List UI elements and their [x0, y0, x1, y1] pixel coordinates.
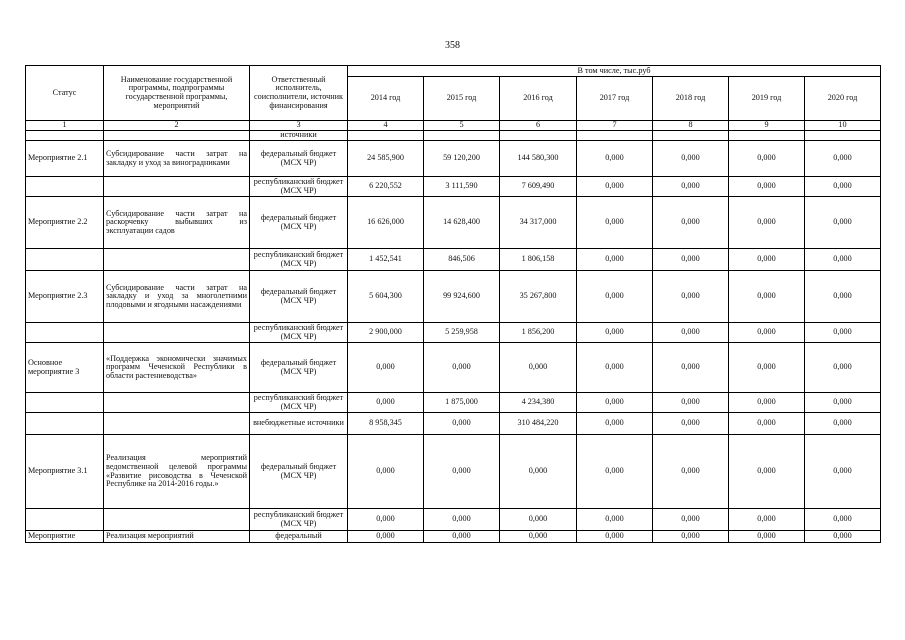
value-cell: 0,000 — [348, 531, 424, 543]
value-cell — [729, 131, 805, 141]
page-number: 358 — [445, 40, 460, 51]
responsible-cell: федеральный бюджет (МСХ ЧР) — [250, 197, 348, 249]
value-cell: 4 234,380 — [500, 393, 577, 413]
value-cell: 0,000 — [348, 343, 424, 393]
table-row — [26, 531, 881, 543]
value-cell: 0,000 — [729, 343, 805, 393]
value-cell: 24 585,900 — [348, 141, 424, 177]
responsible-cell: федеральный бюджет (МСХ ЧР) — [250, 435, 348, 509]
value-cell: 1 452,541 — [348, 249, 424, 271]
value-cell: 1 875,000 — [424, 393, 500, 413]
status-cell: Мероприятие 3.1 — [26, 435, 104, 509]
value-cell: 0,000 — [729, 141, 805, 177]
value-cell — [653, 131, 729, 141]
name-cell: Субсидирование части затрат на раскорчевку выбывших из эксплуатации садов — [104, 197, 250, 249]
value-cell: 7 609,490 — [500, 177, 577, 197]
value-cell: 0,000 — [729, 197, 805, 249]
value-cell: 0,000 — [577, 271, 653, 323]
column-number: 2 — [104, 121, 250, 131]
status-cell: Мероприятие 2.2 — [26, 197, 104, 249]
value-cell: 0,000 — [729, 509, 805, 531]
status-cell — [26, 131, 104, 141]
value-cell: 0,000 — [577, 435, 653, 509]
value-cell — [577, 131, 653, 141]
value-cell: 0,000 — [805, 393, 881, 413]
column-number: 4 — [348, 121, 424, 131]
value-cell: 0,000 — [653, 413, 729, 435]
table-row — [26, 509, 881, 531]
value-cell: 0,000 — [424, 509, 500, 531]
value-cell: 0,000 — [577, 509, 653, 531]
responsible-cell: федеральный бюджет (МСХ ЧР) — [250, 343, 348, 393]
value-cell: 16 626,000 — [348, 197, 424, 249]
value-cell — [348, 131, 424, 141]
value-cell: 0,000 — [653, 323, 729, 343]
value-cell — [805, 131, 881, 141]
value-cell: 0,000 — [653, 177, 729, 197]
table-row — [26, 343, 881, 393]
value-cell: 0,000 — [577, 249, 653, 271]
value-cell: 0,000 — [729, 531, 805, 543]
column-number: 6 — [500, 121, 577, 131]
column-number: 5 — [424, 121, 500, 131]
name-cell — [104, 323, 250, 343]
header-year: 2020 год — [805, 77, 881, 121]
name-cell — [104, 177, 250, 197]
value-cell: 5 604,300 — [348, 271, 424, 323]
value-cell: 34 317,000 — [500, 197, 577, 249]
responsible-cell: федеральный бюджет (МСХ ЧР) — [250, 271, 348, 323]
value-cell: 0,000 — [805, 413, 881, 435]
value-cell: 0,000 — [729, 393, 805, 413]
value-cell: 0,000 — [577, 197, 653, 249]
name-cell — [104, 393, 250, 413]
value-cell: 2 900,000 — [348, 323, 424, 343]
status-cell: Основное мероприятие 3 — [26, 343, 104, 393]
table-row — [26, 323, 881, 343]
responsible-cell: федеральный — [250, 531, 348, 543]
name-cell — [104, 249, 250, 271]
status-cell: Мероприятие 2.3 — [26, 271, 104, 323]
column-number: 3 — [250, 121, 348, 131]
column-number: 9 — [729, 121, 805, 131]
value-cell: 0,000 — [805, 141, 881, 177]
table-row — [26, 249, 881, 271]
column-number: 10 — [805, 121, 881, 131]
responsible-cell: республиканский бюджет (МСХ ЧР) — [250, 249, 348, 271]
value-cell: 0,000 — [729, 435, 805, 509]
value-cell: 144 580,300 — [500, 141, 577, 177]
value-cell: 0,000 — [653, 141, 729, 177]
value-cell: 0,000 — [805, 197, 881, 249]
name-cell — [104, 509, 250, 531]
value-cell: 0,000 — [805, 249, 881, 271]
responsible-cell: федеральный бюджет (МСХ ЧР) — [250, 141, 348, 177]
value-cell: 0,000 — [348, 435, 424, 509]
name-cell: «Поддержка экономически значимых программ Чеченской Республики в области растениеводства» — [104, 343, 250, 393]
value-cell: 0,000 — [805, 435, 881, 509]
value-cell: 0,000 — [500, 343, 577, 393]
value-cell: 0,000 — [577, 177, 653, 197]
column-number: 1 — [26, 121, 104, 131]
value-cell: 0,000 — [729, 413, 805, 435]
header-year: 2019 год — [729, 77, 805, 121]
name-cell: Субсидирование части затрат на закладку и уход за виноградниками — [104, 141, 250, 177]
value-cell: 0,000 — [805, 531, 881, 543]
header-year: 2016 год — [500, 77, 577, 121]
value-cell: 0,000 — [424, 343, 500, 393]
value-cell: 0,000 — [729, 177, 805, 197]
value-cell: 0,000 — [653, 343, 729, 393]
value-cell: 0,000 — [729, 271, 805, 323]
table-row — [26, 141, 881, 177]
status-cell: Мероприятие — [26, 531, 104, 543]
value-cell: 1 856,200 — [500, 323, 577, 343]
value-cell: 0,000 — [805, 509, 881, 531]
value-cell: 0,000 — [424, 531, 500, 543]
name-cell — [104, 131, 250, 141]
table-body — [26, 131, 881, 543]
status-cell — [26, 323, 104, 343]
table-header — [26, 66, 881, 131]
table-row — [26, 393, 881, 413]
header-year: 2015 год — [424, 77, 500, 121]
responsible-cell: республиканский бюджет (МСХ ЧР) — [250, 393, 348, 413]
name-cell: Реализация мероприятий — [104, 531, 250, 543]
value-cell: 0,000 — [805, 343, 881, 393]
status-cell — [26, 393, 104, 413]
value-cell: 3 111,590 — [424, 177, 500, 197]
table-row — [26, 131, 881, 141]
value-cell: 0,000 — [348, 509, 424, 531]
column-number: 7 — [577, 121, 653, 131]
header-year: 2017 год — [577, 77, 653, 121]
value-cell: 0,000 — [348, 393, 424, 413]
table-row — [26, 271, 881, 323]
header-responsible: Ответственный исполнитель, соисполнители, источник финансирования — [250, 66, 348, 121]
value-cell: 0,000 — [729, 249, 805, 271]
status-cell — [26, 249, 104, 271]
value-cell: 8 958,345 — [348, 413, 424, 435]
table-row — [26, 435, 881, 509]
header-including: В том числе, тыс.руб — [348, 66, 881, 77]
responsible-cell: республиканский бюджет (МСХ ЧР) — [250, 509, 348, 531]
status-cell — [26, 413, 104, 435]
budget-table — [25, 65, 881, 543]
table-row — [26, 413, 881, 435]
value-cell: 0,000 — [805, 177, 881, 197]
value-cell: 35 267,800 — [500, 271, 577, 323]
value-cell: 0,000 — [653, 249, 729, 271]
value-cell: 0,000 — [500, 435, 577, 509]
value-cell: 0,000 — [577, 141, 653, 177]
responsible-cell: источники — [250, 131, 348, 141]
table-row — [26, 197, 881, 249]
table-row — [26, 177, 881, 197]
value-cell: 0,000 — [577, 531, 653, 543]
status-cell — [26, 177, 104, 197]
value-cell: 0,000 — [729, 323, 805, 343]
value-cell: 0,000 — [805, 323, 881, 343]
value-cell: 0,000 — [805, 271, 881, 323]
status-cell — [26, 509, 104, 531]
status-cell: Мероприятие 2.1 — [26, 141, 104, 177]
value-cell: 59 120,200 — [424, 141, 500, 177]
value-cell: 0,000 — [500, 531, 577, 543]
value-cell: 0,000 — [577, 343, 653, 393]
header-status: Статус — [26, 66, 104, 121]
value-cell: 99 924,600 — [424, 271, 500, 323]
value-cell: 14 628,400 — [424, 197, 500, 249]
value-cell — [500, 131, 577, 141]
value-cell: 0,000 — [577, 413, 653, 435]
header-year: 2018 год — [653, 77, 729, 121]
column-number-row — [26, 121, 881, 131]
value-cell: 0,000 — [577, 393, 653, 413]
column-number: 8 — [653, 121, 729, 131]
value-cell: 310 484,220 — [500, 413, 577, 435]
value-cell: 6 220,552 — [348, 177, 424, 197]
responsible-cell: внебюджетные источники — [250, 413, 348, 435]
header-name: Наименование государственной программы, подпрограммы государственной программы, мероприятий — [104, 66, 250, 121]
value-cell: 0,000 — [653, 197, 729, 249]
value-cell: 0,000 — [500, 509, 577, 531]
name-cell: Реализация мероприятий ведомственной целевой программы «Развитие рисоводства в Чеченской Республике на 2014-2016 годы.» — [104, 435, 250, 509]
name-cell: Субсидирование части затрат на закладку и уход за многолетними плодовыми и ягодными насаждениями — [104, 271, 250, 323]
value-cell: 0,000 — [577, 323, 653, 343]
name-cell — [104, 413, 250, 435]
value-cell: 0,000 — [424, 435, 500, 509]
value-cell: 1 806,158 — [500, 249, 577, 271]
header-year: 2014 год — [348, 77, 424, 121]
responsible-cell: республиканский бюджет (МСХ ЧР) — [250, 177, 348, 197]
value-cell: 5 259,958 — [424, 323, 500, 343]
value-cell: 0,000 — [424, 413, 500, 435]
value-cell — [424, 131, 500, 141]
value-cell: 0,000 — [653, 509, 729, 531]
value-cell: 0,000 — [653, 271, 729, 323]
value-cell: 846,506 — [424, 249, 500, 271]
value-cell: 0,000 — [653, 435, 729, 509]
responsible-cell: республиканский бюджет (МСХ ЧР) — [250, 323, 348, 343]
value-cell: 0,000 — [653, 393, 729, 413]
value-cell: 0,000 — [653, 531, 729, 543]
